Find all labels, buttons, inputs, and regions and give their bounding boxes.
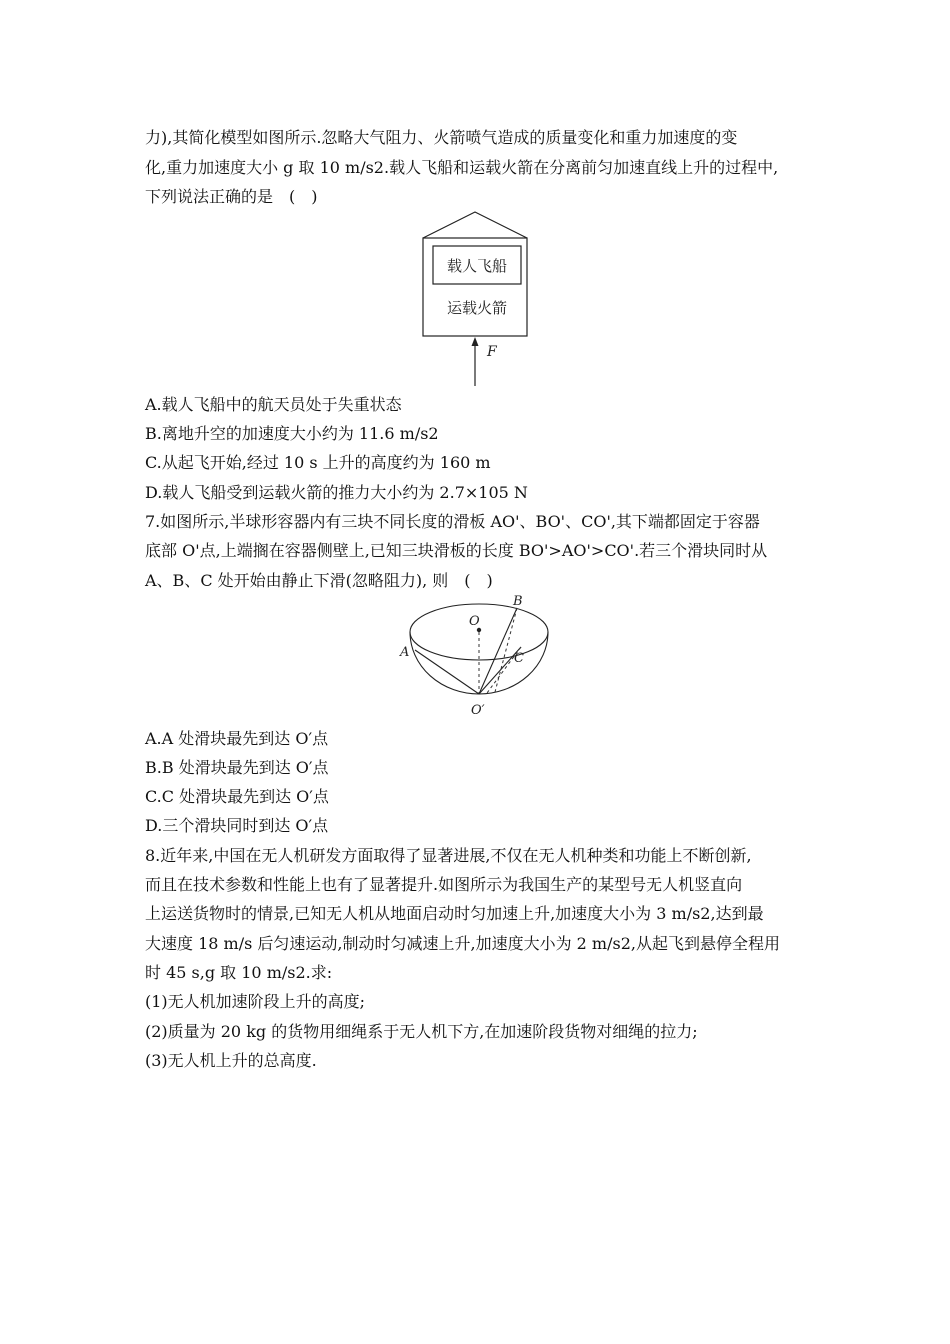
rocket-body <box>423 238 527 336</box>
slide-bo <box>479 608 517 694</box>
rocket-label: 运载火箭 <box>446 299 508 317</box>
q6-option-a: A.载人飞船中的航天员处于失重状态 <box>145 395 402 414</box>
q8-stem-line-1: 8.近年来,中国在无人机研发方面取得了显著进展,不仅在无人机种类和功能上不断创新, <box>145 846 752 865</box>
rocket-roof <box>423 212 527 238</box>
q8-sub-question-1: (1)无人机加速阶段上升的高度; <box>145 992 366 1011</box>
q7-option-a: A.A 处滑块最先到达 O′点 <box>145 729 329 748</box>
label-b: B <box>513 594 523 609</box>
q6-intro-line-1: 力),其简化模型如图所示.忽略大气阻力、火箭喷气造成的质量变化和重力加速度的变 <box>145 128 738 147</box>
label-o: O <box>469 614 480 629</box>
q8-sub-question-2: (2)质量为 20 kg 的货物用细绳系于无人机下方,在加速阶段货物对细绳的拉力; <box>145 1022 698 1041</box>
q8-stem-line-5: 时 45 s,g 取 10 m/s2.求: <box>145 963 333 982</box>
q6-option-b: B.离地升空的加速度大小约为 11.6 m/s2 <box>145 424 439 443</box>
q8-stem-line-3: 上运送货物时的情景,已知无人机从地面启动时匀加速上升,加速度大小为 3 m/s2,达到最 <box>145 904 764 923</box>
hemisphere-figure <box>395 592 560 720</box>
force-arrow-head <box>472 337 479 346</box>
q6-intro-line-2-text: 化,重力加速度大小 g 取 10 m/s2.载人飞船和运载火箭在分离前匀加速直线上升的过程中, <box>145 158 779 177</box>
q7-stem-line-3: A、B、C 处开始由静止下滑(忽略阻力), 则 ( ) <box>145 571 493 590</box>
q7-option-c: C.C 处滑块最先到达 O′点 <box>145 787 329 806</box>
rocket-figure <box>415 210 535 390</box>
q7-option-b: B.B 处滑块最先到达 O′点 <box>145 758 329 777</box>
q6-intro-line-3: 下列说法正确的是 ( ) <box>145 187 318 206</box>
q6-option-c: C.从起飞开始,经过 10 s 上升的高度约为 160 m <box>145 453 491 472</box>
force-label: F <box>487 344 497 360</box>
q6-intro-line-2 <box>145 158 778 178</box>
label-c: C <box>514 651 524 666</box>
label-o-prime: O′ <box>471 703 485 718</box>
q8-stem-line-2: 而且在技术参数和性能上也有了显著提升.如图所示为我国生产的某型号无人机竖直向 <box>145 875 743 894</box>
q8-sub-question-3: (3)无人机上升的总高度. <box>145 1051 317 1070</box>
q8-stem-line-4: 大速度 18 m/s 后匀速运动,制动时匀减速上升,加速度大小为 2 m/s2,从起飞到悬停全程用 <box>145 934 780 953</box>
q6-option-d: D.载人飞船受到运载火箭的推力大小约为 2.7×105 N <box>145 483 528 502</box>
q7-stem-line-1: 7.如图所示,半球形容器内有三块不同长度的滑板 AO'、BO'、CO',其下端都固定于容器 <box>145 512 760 531</box>
label-a: A <box>400 645 410 660</box>
q7-stem-line-2: 底部 O'点,上端搁在容器侧壁上,已知三块滑板的长度 BO'>AO'>CO'.若三个滑块同时从 <box>145 541 768 560</box>
q7-option-d: D.三个滑块同时到达 O′点 <box>145 816 329 835</box>
spaceship-label: 载人飞船 <box>446 257 508 275</box>
